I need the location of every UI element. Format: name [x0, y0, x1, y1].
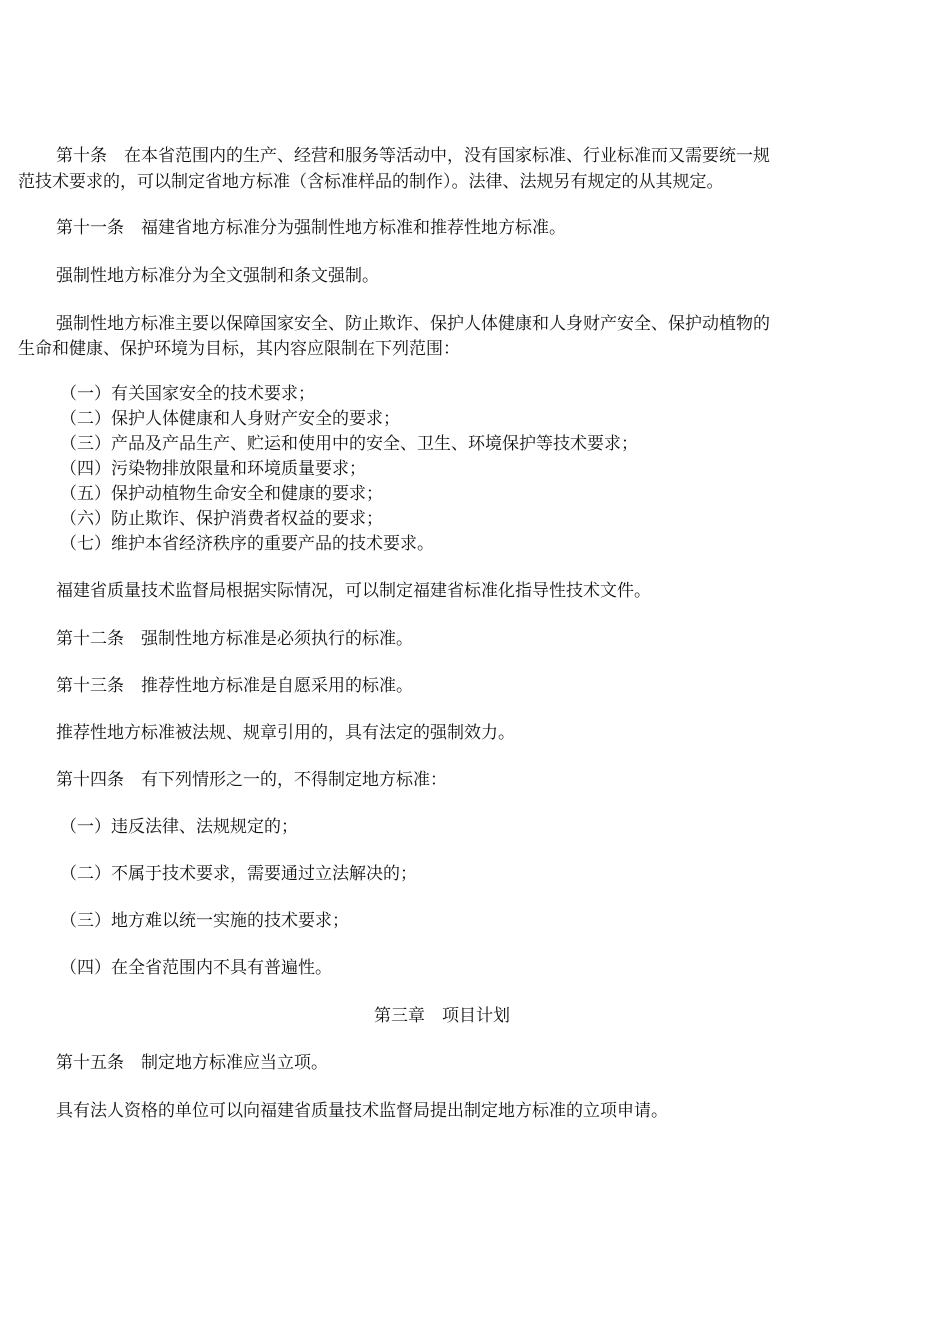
application-paragraph: 具有法人资格的单位可以向福建省质量技术监督局提出制定地方标准的立项申请。	[56, 1101, 668, 1121]
article-15: 第十五条 制定地方标准应当立项。	[56, 1053, 328, 1073]
chapter-title: 第三章 项目计划	[374, 1006, 510, 1026]
mandatory-scope-line-2: 生命和健康、保护环境为目标，其内容应限制在下列范围：	[18, 339, 460, 359]
prohibited-item-1: （一）违反法律、法规规定的；	[60, 817, 298, 837]
article-11: 第十一条 福建省地方标准分为强制性地方标准和推荐性地方标准。	[56, 218, 566, 238]
article-12: 第十二条 强制性地方标准是必须执行的标准。	[56, 629, 413, 649]
list-item: （五）保护动植物生命安全和健康的要求；	[60, 484, 383, 504]
article-10-line-2: 范技术要求的，可以制定省地方标准（含标准样品的制作）。法律、法规另有规定的从其规定。	[18, 172, 724, 192]
list-item: （七）维护本省经济秩序的重要产品的技术要求。	[60, 534, 434, 554]
list-item: （六）防止欺诈、保护消费者权益的要求；	[60, 509, 383, 529]
guidance-paragraph: 福建省质量技术监督局根据实际情况，可以制定福建省标准化指导性技术文件。	[56, 581, 651, 601]
prohibited-item-3: （三）地方难以统一实施的技术要求；	[60, 911, 349, 931]
list-item: （四）污染物排放限量和环境质量要求；	[60, 459, 366, 479]
article-10-line-1: 第十条 在本省范围内的生产、经营和服务等活动中，没有国家标准、行业标准而又需要统一规	[56, 146, 770, 166]
prohibited-item-4: （四）在全省范围内不具有普遍性。	[60, 958, 332, 978]
scope-list	[60, 382, 638, 557]
recommended-cited-paragraph: 推荐性地方标准被法规、规章引用的，具有法定的强制效力。	[56, 723, 515, 743]
list-item: （一）有关国家安全的技术要求；	[60, 384, 315, 404]
list-item: （三）产品及产品生产、贮运和使用中的安全、卫生、环境保护等技术要求；	[60, 434, 638, 454]
article-14: 第十四条 有下列情形之一的，不得制定地方标准：	[56, 770, 447, 790]
list-item: （二）保护人体健康和人身财产安全的要求；	[60, 409, 400, 429]
mandatory-types-paragraph: 强制性地方标准分为全文强制和条文强制。	[56, 266, 379, 286]
prohibited-item-2: （二）不属于技术要求，需要通过立法解决的；	[60, 864, 417, 884]
article-13: 第十三条 推荐性地方标准是自愿采用的标准。	[56, 676, 413, 696]
mandatory-scope-line-1: 强制性地方标准主要以保障国家安全、防止欺诈、保护人体健康和人身财产安全、保护动植物的	[56, 314, 770, 334]
